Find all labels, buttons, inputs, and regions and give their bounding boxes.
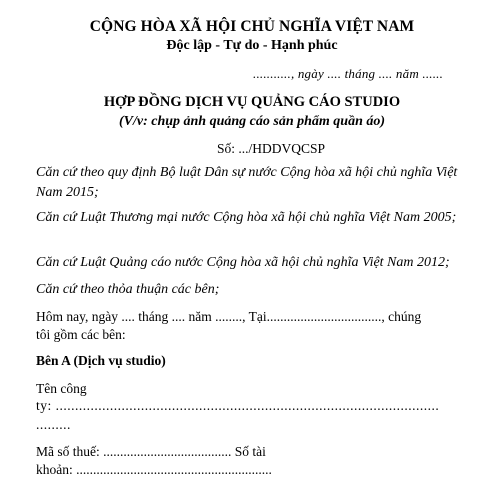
company-name-label: Tên công (36, 381, 87, 396)
contract-number: Số: .../HDDVQCSP (217, 141, 326, 156)
tax-code-field: Mã số thuế: ...................................... Số tài (36, 444, 266, 459)
contract-title: HỢP ĐỒNG DỊCH VỤ QUẢNG CÁO STUDIO (103, 94, 401, 110)
company-name-continuation: ......... (36, 417, 71, 432)
legal-basis-commercial-law: Căn cứ Luật Thương mại nước Cộng hòa xã hội chủ nghĩa Việt Nam 2005; (36, 210, 457, 225)
intro-line-1: Hôm nay, ngày .... tháng .... năm ........, Tại.................................., chúng (36, 309, 422, 324)
bank-account-field: khoản: .......................................................... (36, 462, 272, 477)
legal-basis-civil-code: Căn cứ theo quy định Bộ luật Dân sự nước Cộng hòa xã hội chủ nghĩa Việt Nam 2015; (36, 165, 458, 200)
national-title: CỘNG HÒA XÃ HỘI CHỦ NGHĨA VIỆT NAM (89, 18, 415, 35)
contract-subtitle: (V/v: chụp ảnh quảng cáo sản phẩm quần áo) (118, 114, 386, 129)
intro-line-2: tôi gồm các bên: (36, 327, 126, 342)
national-motto: Độc lập - Tự do - Hạnh phúc (166, 38, 338, 53)
legal-basis-agreement: Căn cứ theo thỏa thuận các bên; (36, 282, 220, 297)
date-line: ..........., ngày .... tháng .... năm ...... (253, 66, 444, 81)
party-a-heading: Bên A (Dịch vụ studio) (36, 353, 166, 368)
legal-basis-advertising-law: Căn cứ Luật Quảng cáo nước Cộng hòa xã hội chủ nghĩa Việt Nam 2012; (36, 255, 450, 270)
company-name-field: ty: ................................................................................................... (36, 398, 440, 413)
